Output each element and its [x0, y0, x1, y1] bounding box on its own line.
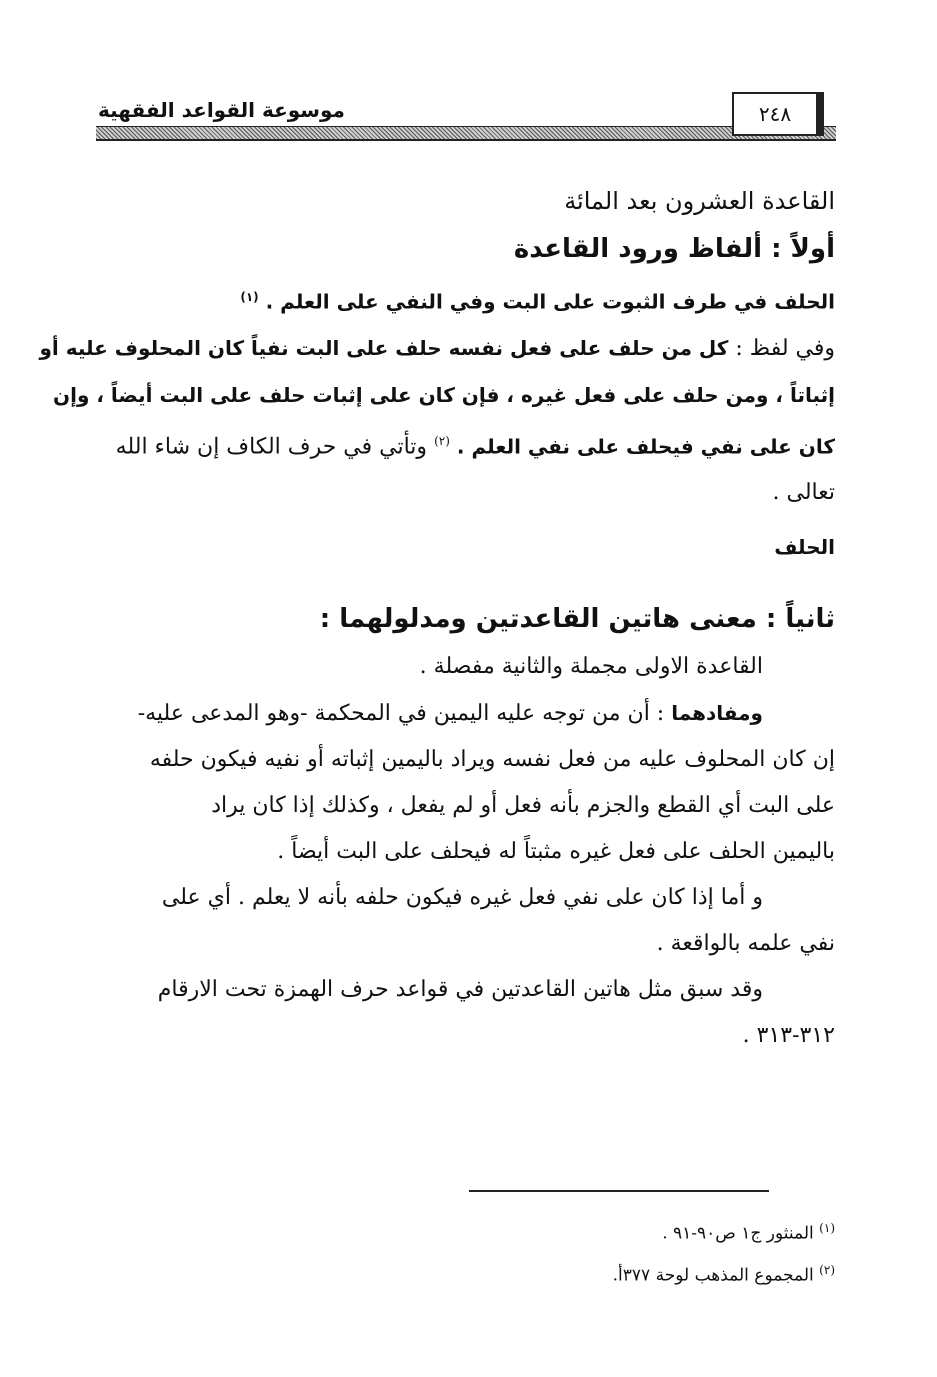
paragraph-negation-line-1: و أما إذا كان على نفي فعل غيره فيكون حلفه بأنه لا يعلم . أي على — [161, 884, 763, 910]
paragraph-meaning-line-4: باليمين الحلف على فعل غيره مثبتاً له فيحلف على البت أيضاً . — [277, 838, 835, 864]
alt-wording-text: كل من حلف على فعل نفسه حلف على البت نفياً كان المحلوف عليه أو — [39, 335, 729, 360]
meaning-text-start: : أن من توجه عليه اليمين في المحكمة -وهو المدعى عليه- — [137, 700, 665, 726]
paragraph-alt-wording-line-4: تعالى . — [772, 479, 835, 505]
rule-statement — [100, 274, 835, 325]
footnote-2 — [100, 1252, 835, 1294]
footnote-1 — [100, 1210, 835, 1252]
page-number: ٢٤٨ — [732, 92, 824, 136]
rule-heading: القاعدة العشرون بعد المائة — [564, 187, 835, 215]
page-body — [39, 178, 835, 1059]
footnote-1-text: المنثور ج١ ص٩٠-٩١ . — [662, 1223, 814, 1244]
meaning-label: ومفادهما — [671, 700, 763, 725]
keyword-label: الحلف — [774, 534, 835, 559]
book-title: موسوعة القواعد الفقهية — [98, 98, 345, 122]
alt-wording-end: كان على نفي فيحلف على نفي العلم . — [456, 433, 835, 458]
page-header — [96, 92, 836, 152]
footnotes — [100, 1210, 835, 1293]
footnote-separator — [469, 1190, 769, 1192]
paragraph-meaning-line-2: إن كان المحلوف عليه من فعل نفسه ويراد باليمين إثباته أو نفيه فيكون حلفه — [149, 746, 835, 772]
footnote-ref-1: (١) — [240, 290, 259, 304]
paragraph-summary: القاعدة الاولى مجملة والثانية مفصلة . — [419, 653, 763, 679]
paragraph-negation-line-2: نفي علمه بالواقعة . — [656, 930, 835, 956]
header-ornament-band — [96, 126, 836, 141]
alt-wording-intro: وفي لفظ : — [735, 335, 835, 361]
paragraph-meaning-line-3: على البت أي القطع والجزم بأنه فعل أو لم يفعل ، وكذلك إذا كان يراد — [211, 792, 835, 818]
footnote-2-marker: (٢) — [819, 1262, 835, 1277]
footnote-ref-2: (٢) — [434, 433, 450, 448]
footnote-1-marker: (١) — [819, 1221, 835, 1235]
paragraph-precedent-line-2: ٣١٢-٣١٣ . — [742, 1022, 835, 1048]
paragraph-meaning-line-1 — [100, 690, 835, 737]
section-heading-meaning: ثانياً : معنى هاتين القاعدتين ومدلولهما : — [319, 603, 835, 634]
paragraph-alt-wording-line-2: إثباتاً ، ومن حلف على فعل غيره ، فإن كان على إثبات حلف على البت أيضاً ، وإن — [53, 382, 835, 407]
paragraph-alt-wording-line-1 — [39, 325, 835, 372]
paragraph-precedent-line-1: وقد سبق مثل هاتين القاعدتين في قواعد حرف الهمزة تحت الارقام — [157, 976, 763, 1002]
rule-statement-text: الحلف في طرف الثبوت على البت وفي النفي على العلم . — [265, 289, 835, 314]
section-heading-wording: أولاً : ألفاظ ورود القاعدة — [513, 234, 835, 264]
footnote-2-text: المجموع المذهب لوحة ٣٧٧أ. — [612, 1265, 814, 1286]
cross-reference-text: وتأتي في حرف الكاف إن شاء الله — [115, 433, 428, 459]
paragraph-alt-wording-line-3 — [100, 418, 835, 470]
